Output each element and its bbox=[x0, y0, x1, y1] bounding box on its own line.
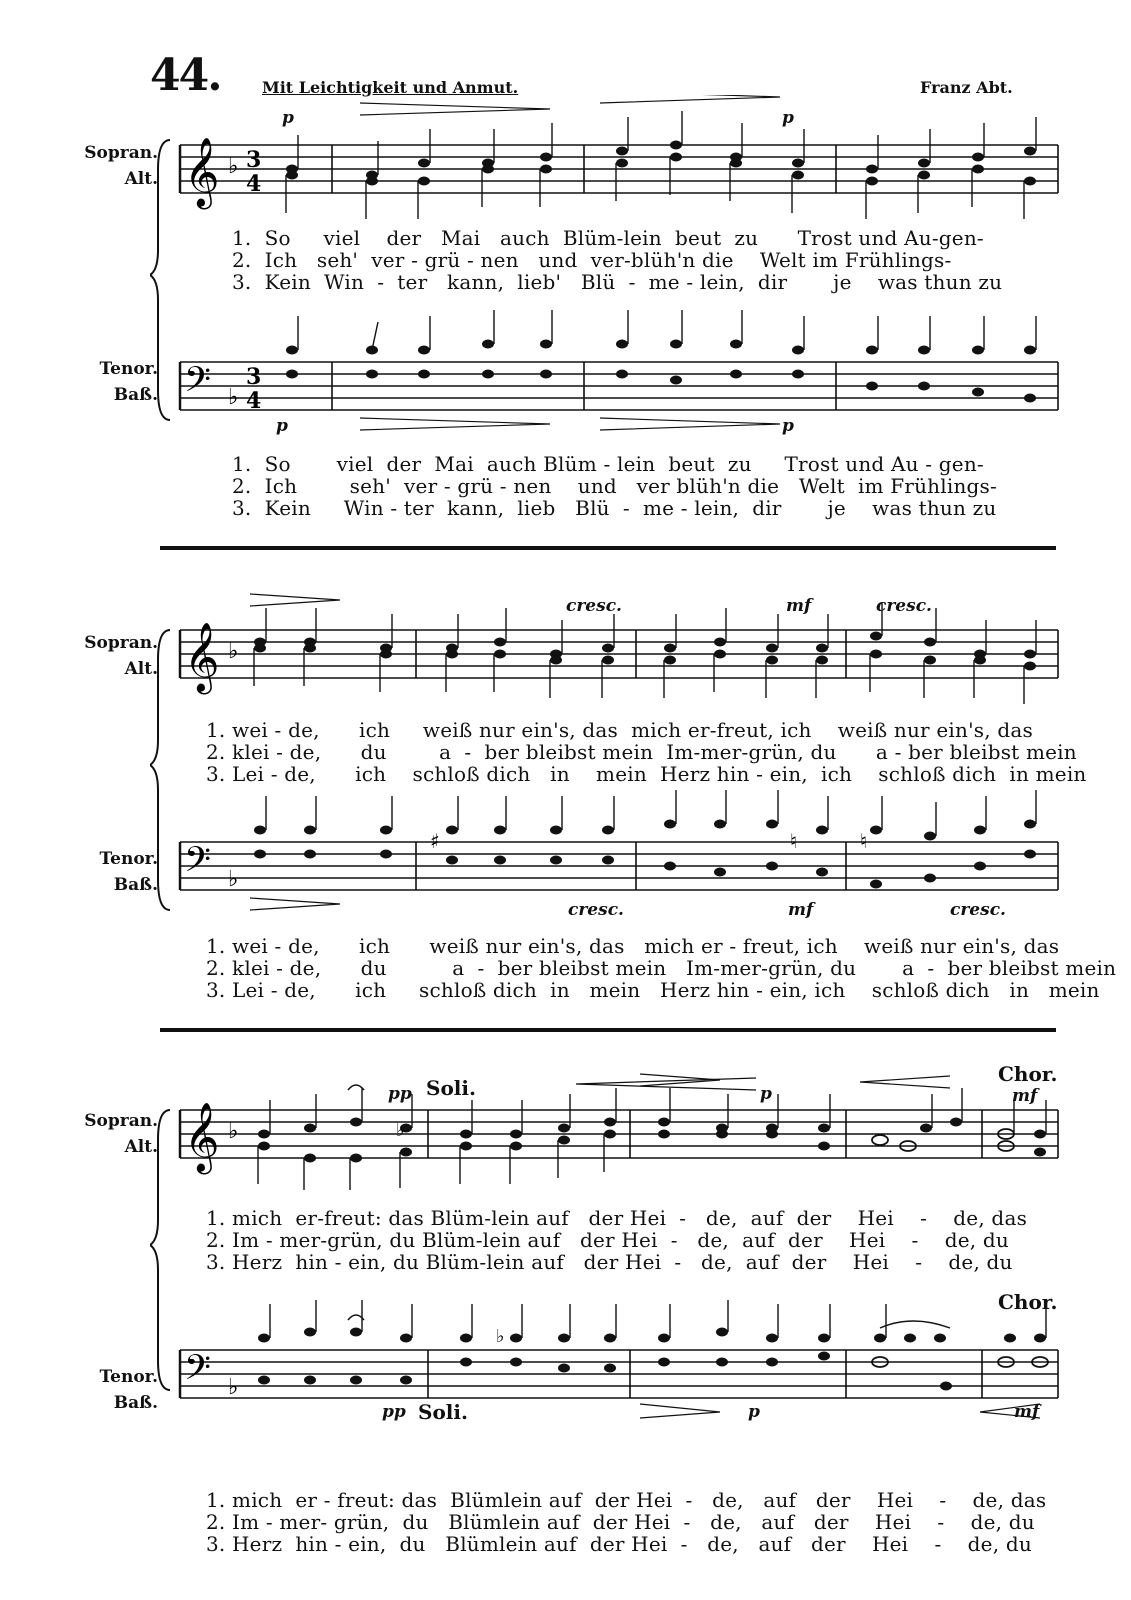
svg-text:♭: ♭ bbox=[496, 1326, 505, 1347]
svg-text:𝄢: 𝄢 bbox=[184, 839, 212, 888]
lyric-line-tenor-bass: 3. Herz hin - ein, du Blümlein auf der Hei - de, auf der Hei - de, du bbox=[206, 1532, 1032, 1556]
lyric-line-sopran-alt: 1. wei - de, ich weiß nur ein's, das mich er-freut, ich weiß nur ein's, das bbox=[206, 718, 1033, 742]
system-brace-1 bbox=[150, 130, 180, 430]
svg-text:♭: ♭ bbox=[228, 1375, 239, 1400]
svg-text:𝄞: 𝄞 bbox=[184, 137, 220, 207]
dynamic-mark: pp bbox=[382, 1402, 406, 1422]
svg-text:3: 3 bbox=[246, 364, 262, 390]
dynamic-mark: p bbox=[782, 108, 794, 128]
staff-bass-1 bbox=[160, 300, 1070, 440]
tempo-marking: Mit Leichtigkeit und Anmut. bbox=[262, 78, 519, 97]
lyric-line-tenor-bass: 2. Im - mer- grün, du Blümlein auf der Hei - de, auf der Hei - de, du bbox=[206, 1510, 1035, 1534]
dynamic-mark: cresc. bbox=[950, 900, 1006, 920]
staff-bass-3 bbox=[160, 1300, 1070, 1440]
svg-text:3: 3 bbox=[246, 147, 262, 173]
part-label-sopran: Sopran. bbox=[84, 143, 158, 163]
lyric-line-sopran-alt: 3. Herz hin - ein, du Blüm-lein auf der Hei - de, auf der Hei - de, du bbox=[206, 1250, 1013, 1274]
svg-text:𝄞: 𝄞 bbox=[184, 1102, 220, 1172]
dynamic-mark: cresc. bbox=[566, 596, 622, 616]
section-marker-chor: Chor. bbox=[998, 1062, 1058, 1086]
lyric-line-sopran-alt: 2. Im - mer-grün, du Blüm-lein auf der Hei - de, auf der Hei - de, du bbox=[206, 1228, 1009, 1252]
system-divider bbox=[160, 1028, 1056, 1032]
dynamic-mark: p bbox=[276, 416, 288, 436]
svg-text:𝄢: 𝄢 bbox=[184, 1347, 212, 1396]
svg-text:♮: ♮ bbox=[860, 829, 868, 853]
dynamic-mark: mf bbox=[788, 900, 814, 920]
lyric-line-tenor-bass: 1. mich er - freut: das Blümlein auf der Hei - de, auf der Hei - de, das bbox=[206, 1488, 1047, 1512]
svg-text:♭: ♭ bbox=[228, 867, 239, 892]
lyric-line-sopran-alt: 2. klei - de, du a - ber bleibst mein Im-mer-grün, du a - ber bleibst mein bbox=[206, 740, 1077, 764]
lyric-line-tenor-bass: 1. wei - de, ich weiß nur ein's, das mich er - freut, ich weiß nur ein's, das bbox=[206, 934, 1060, 958]
lyric-line-sopran-alt: 3. Lei - de, ich schloß dich in mein Herz hin - ein, ich schloß dich in mein bbox=[206, 762, 1087, 786]
system-brace-3 bbox=[150, 1100, 180, 1400]
svg-text:♭: ♭ bbox=[228, 1119, 239, 1144]
part-label-alt: Alt. bbox=[124, 169, 158, 189]
dynamic-mark: mf bbox=[786, 596, 812, 616]
lyric-line-sopran-alt: 1. mich er-freut: das Blüm-lein auf der Hei - de, auf der Hei - de, das bbox=[206, 1206, 1028, 1230]
lyric-line-tenor-bass: 2. Ich seh' ver - grü - nen und ver blüh'n die Welt im Frühlings- bbox=[232, 474, 997, 498]
lyric-line-tenor-bass: 3. Lei - de, ich schloß dich in mein Herz hin - ein, ich schloß dich in mein bbox=[206, 978, 1100, 1002]
part-label-tenor: Tenor. bbox=[99, 359, 158, 379]
svg-text:♭: ♭ bbox=[228, 154, 239, 179]
svg-text:𝄢: 𝄢 bbox=[184, 359, 212, 408]
lyric-line-tenor-bass: 2. klei - de, du a - ber bleibst mein Im-mer-grün, du a - ber bleibst mein bbox=[206, 956, 1117, 980]
part-label-bass: Baß. bbox=[113, 385, 158, 405]
svg-text:♭: ♭ bbox=[228, 639, 239, 664]
dynamic-mark: pp bbox=[388, 1084, 412, 1104]
section-marker-soli: Soli. bbox=[426, 1076, 476, 1100]
lyric-line-tenor-bass: 3. Kein Win - ter kann, lieb Blü - me - lein, dir je was thun zu bbox=[232, 496, 997, 520]
part-label-sopran: Sopran. bbox=[84, 1111, 158, 1131]
page-number: 44. bbox=[150, 50, 221, 101]
part-label-alt: Alt. bbox=[124, 659, 158, 679]
svg-text:4: 4 bbox=[246, 388, 262, 414]
svg-text:4: 4 bbox=[246, 171, 262, 197]
dynamic-mark: cresc. bbox=[568, 900, 624, 920]
staff-treble-3 bbox=[160, 1060, 1070, 1200]
staff-treble-1 bbox=[160, 95, 1070, 235]
dynamic-mark: mf bbox=[1012, 1086, 1038, 1106]
part-label-alt: Alt. bbox=[124, 1137, 158, 1157]
part-label-bass: Baß. bbox=[113, 875, 158, 895]
svg-text:♮: ♮ bbox=[790, 829, 798, 853]
composer-name: Franz Abt. bbox=[920, 78, 1013, 97]
part-label-tenor: Tenor. bbox=[99, 1367, 158, 1387]
part-label-tenor: Tenor. bbox=[99, 849, 158, 869]
dynamic-mark: p bbox=[748, 1402, 760, 1422]
lyric-line-sopran-alt: 3. Kein Win - ter kann, lieb' Blü - me - lein, dir je was thun zu bbox=[232, 270, 1003, 294]
system-divider bbox=[160, 546, 1056, 550]
dynamic-mark: mf bbox=[1014, 1402, 1040, 1422]
dynamic-mark: p bbox=[760, 1084, 772, 1104]
section-marker-chor: Chor. bbox=[998, 1290, 1058, 1314]
dynamic-mark: p bbox=[282, 108, 294, 128]
dynamic-mark: cresc. bbox=[876, 596, 932, 616]
part-label-bass: Baß. bbox=[113, 1393, 158, 1413]
lyric-line-tenor-bass: 1. So viel der Mai auch Blüm - lein beut zu Trost und Au - gen- bbox=[232, 452, 984, 476]
svg-text:♭: ♭ bbox=[228, 385, 239, 410]
dynamic-mark: p bbox=[782, 416, 794, 436]
svg-text:♯: ♯ bbox=[430, 829, 440, 853]
lyric-line-sopran-alt: 2. Ich seh' ver - grü - nen und ver-blüh'n die Welt im Frühlings- bbox=[232, 248, 952, 272]
section-marker-soli: Soli. bbox=[418, 1400, 468, 1424]
svg-text:♭: ♭ bbox=[396, 1120, 405, 1141]
svg-text:𝄞: 𝄞 bbox=[184, 622, 220, 692]
part-label-sopran: Sopran. bbox=[84, 633, 158, 653]
system-brace-2 bbox=[150, 620, 180, 920]
lyric-line-sopran-alt: 1. So viel der Mai auch Blüm-lein beut zu Trost und Au-gen- bbox=[232, 226, 984, 250]
